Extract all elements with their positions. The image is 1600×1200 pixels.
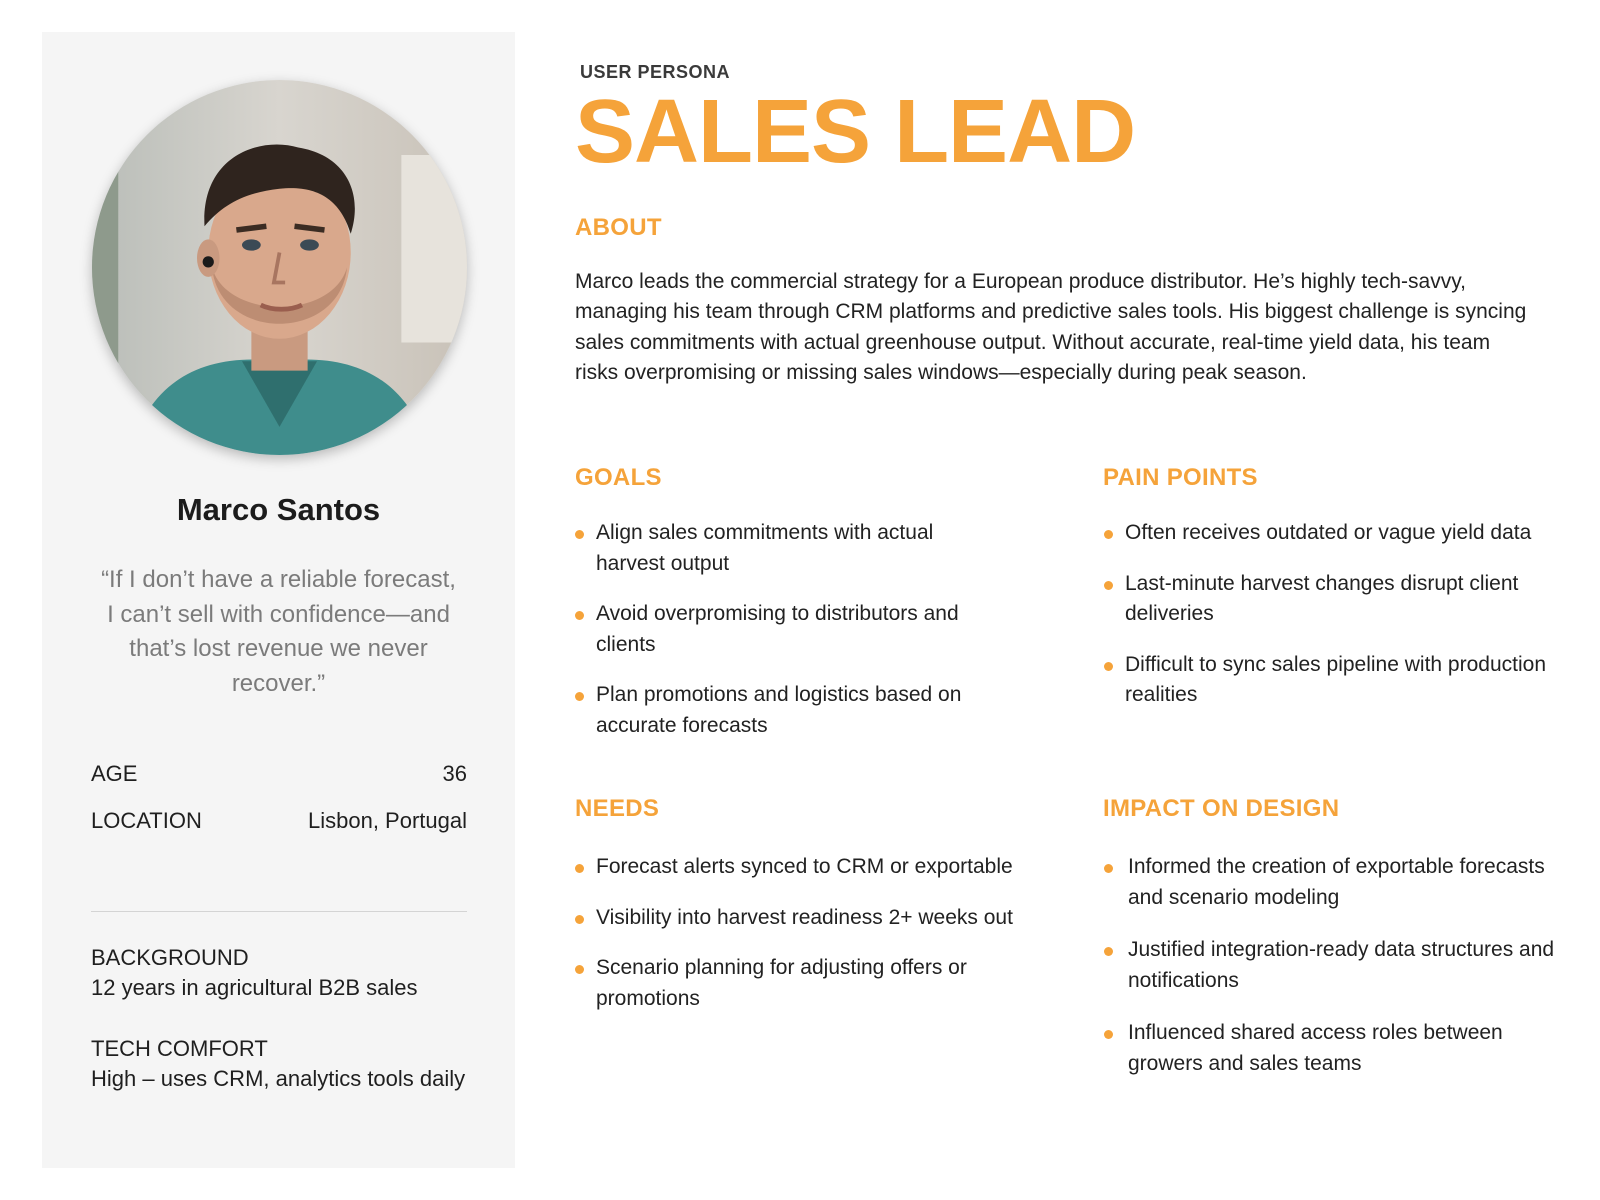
- list-item: Align sales commitments with actual harvest output: [575, 518, 995, 579]
- bullet-icon: [575, 530, 584, 539]
- list-item: Informed the creation of exportable forecasts and scenario modeling: [1104, 852, 1564, 913]
- background-block: [91, 943, 491, 1003]
- age-value: 36: [442, 761, 467, 786]
- about-heading: ABOUT: [575, 214, 662, 241]
- divider: [91, 911, 467, 912]
- list-item: Plan promotions and logistics based on accurate forecasts: [575, 680, 995, 741]
- needs-heading: NEEDS: [575, 795, 660, 822]
- bullet-icon: [575, 864, 584, 873]
- bullet-icon: [1104, 947, 1113, 956]
- location-row: [91, 808, 467, 834]
- impact-list: [1104, 852, 1564, 1101]
- location-label: LOCATION: [91, 808, 202, 833]
- pain-points-heading: PAIN POINTS: [1103, 464, 1258, 491]
- list-item: Difficult to sync sales pipeline with production realities: [1104, 650, 1574, 711]
- background-value: 12 years in agricultural B2B sales: [91, 975, 418, 1000]
- profile-photo: [92, 80, 467, 455]
- person-photo-icon: [92, 80, 467, 455]
- age-row: [91, 761, 467, 787]
- list-item: Last-minute harvest changes disrupt client deliveries: [1104, 569, 1574, 630]
- list-item: Justified integration-ready data structures and notifications: [1104, 935, 1564, 996]
- page-title: SALES LEAD: [575, 82, 1136, 182]
- bullet-icon: [1104, 581, 1113, 590]
- goals-heading: GOALS: [575, 464, 662, 491]
- bullet-icon: [575, 915, 584, 924]
- bullet-icon: [1104, 1030, 1113, 1039]
- bullet-icon: [1104, 864, 1113, 873]
- bullet-icon: [575, 692, 584, 701]
- background-label: BACKGROUND: [91, 945, 249, 970]
- tech-comfort-label: TECH COMFORT: [91, 1036, 268, 1061]
- bullet-icon: [575, 965, 584, 974]
- age-label: AGE: [91, 761, 138, 786]
- location-value: Lisbon, Portugal: [308, 808, 467, 833]
- persona-quote: “If I don’t have a reliable forecast, I can’t sell with confidence—and that’s lost revenue we never recover.”: [101, 566, 456, 697]
- needs-list: [575, 852, 1055, 1034]
- tech-comfort-value: High – uses CRM, analytics tools daily: [91, 1066, 466, 1091]
- impact-heading: IMPACT ON DESIGN: [1103, 795, 1340, 822]
- list-item: Scenario planning for adjusting offers or promotions: [575, 953, 1055, 1014]
- list-item: Avoid overpromising to distributors and clients: [575, 599, 995, 660]
- pain-points-list: [1104, 518, 1574, 731]
- list-item: Often receives outdated or vague yield data: [1104, 518, 1574, 549]
- goals-list: [575, 518, 995, 761]
- about-text: Marco leads the commercial strategy for a European produce distributor. He’s highly tech-savvy, managing his team through CRM platforms and predictive sales tools. His biggest challenge is syncing sales commitments with actual greenhouse output. Without accurate, real-time yield data, his team risks overpromising or missing sales windows—especially during peak season.: [575, 270, 1527, 385]
- profile-panel: [42, 32, 515, 1168]
- list-item: Influenced shared access roles between growers and sales teams: [1104, 1018, 1564, 1079]
- bullet-icon: [575, 611, 584, 620]
- persona-name: Marco Santos: [176, 492, 381, 527]
- list-item: Visibility into harvest readiness 2+ weeks out: [575, 903, 1055, 934]
- eyebrow-label: USER PERSONA: [580, 62, 731, 82]
- bullet-icon: [1104, 530, 1113, 539]
- list-item: Forecast alerts synced to CRM or exportable: [575, 852, 1055, 883]
- bullet-icon: [1104, 662, 1113, 671]
- tech-comfort-block: [91, 1034, 491, 1094]
